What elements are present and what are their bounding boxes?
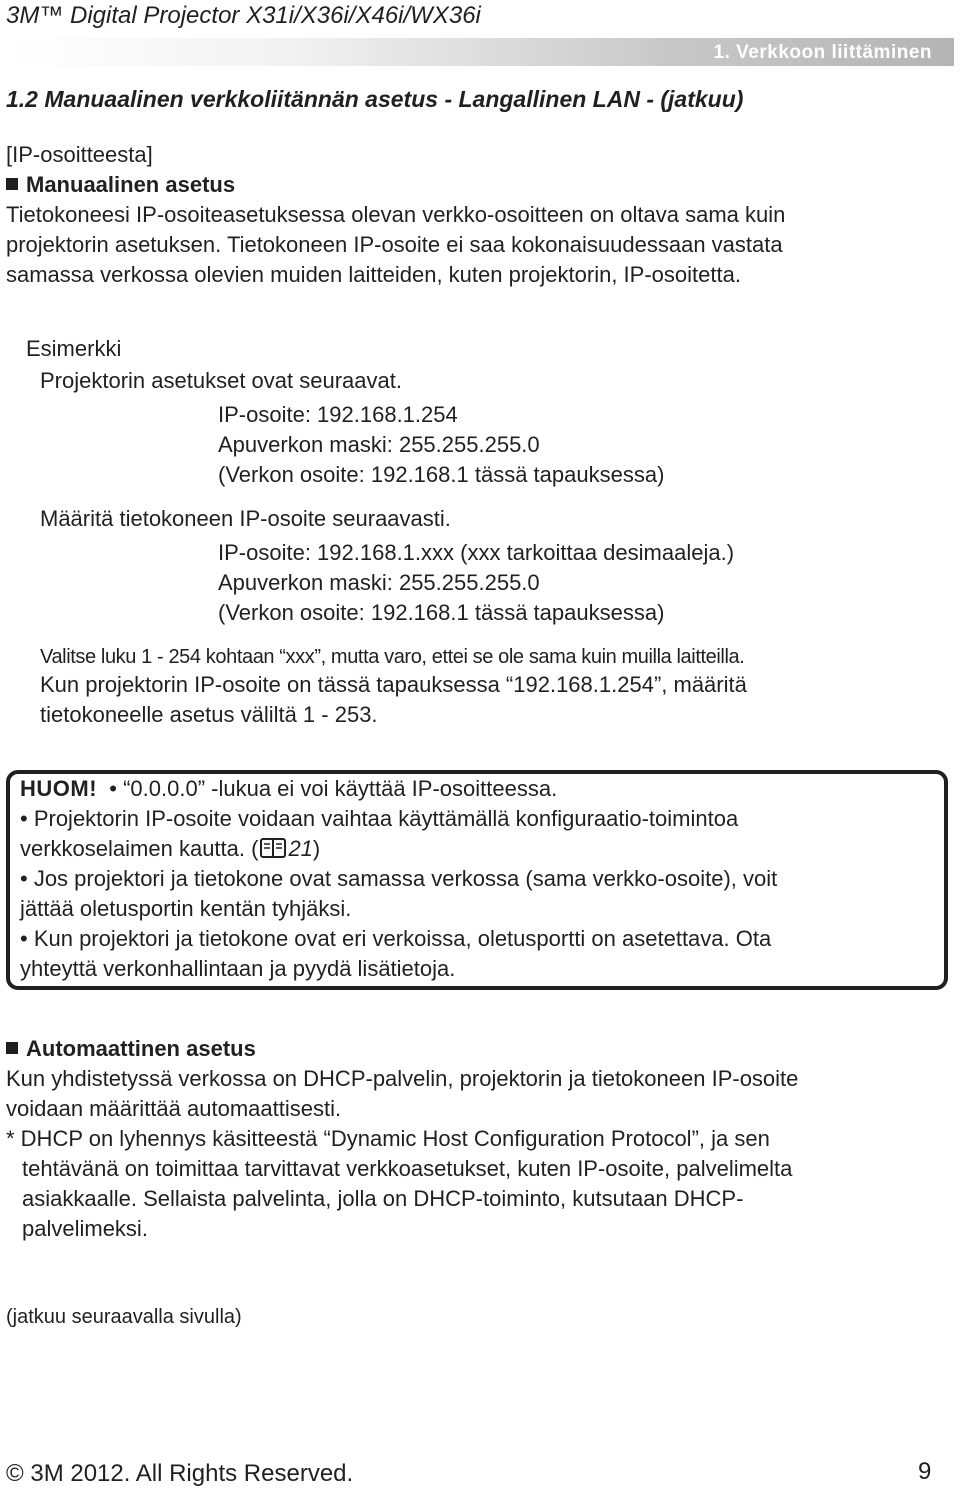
note-label: HUOM! — [20, 776, 98, 801]
note-text: ) — [312, 836, 321, 861]
section-tab-label: 1. Verkkoon liittäminen — [713, 42, 932, 63]
pc-settings-intro: Määritä tietokoneen IP-osoite seuraavasti. — [40, 506, 451, 531]
note-line: • Kun projektori ja tietokone ovat eri verkoissa, oletusportti on asetettava. Ota — [20, 926, 772, 951]
square-bullet-icon — [6, 178, 18, 190]
pc-setting-line: Apuverkon maski: 255.255.255.0 — [218, 570, 540, 595]
footer-copyright: © 3M 2012. All Rights Reserved. — [6, 1460, 354, 1487]
kun-line: Kun projektorin IP-osoite on tässä tapauksessa “192.168.1.254”, määritä — [40, 672, 747, 697]
note-text: • “0.0.0.0” -lukua ei voi käyttää IP-osoitteessa. — [109, 776, 558, 801]
pc-setting-line: IP-osoite: 192.168.1.xxx (xxx tarkoittaa desimaaleja.) — [218, 540, 735, 565]
note-line — [20, 834, 320, 864]
auto-paragraph-line: * DHCP on lyhennys käsitteestä “Dynamic Host Configuration Protocol”, ja sen — [6, 1126, 770, 1151]
ip-paragraph-line: projektorin asetuksen. Tietokoneen IP-osoite ei saa kokonaisuudessaan vastata — [6, 232, 783, 257]
auto-paragraph-line: palvelimeksi. — [22, 1216, 148, 1241]
book-reference-icon — [260, 837, 286, 859]
document-title: 3M™ Digital Projector X31i/X36i/X46i/WX36i — [6, 2, 481, 29]
auto-paragraph-line: voidaan määrittää automaattisesti. — [6, 1096, 342, 1121]
ip-paragraph-line: samassa verkossa olevien muiden laitteiden, kuten projektorin, IP-osoitetta. — [6, 262, 741, 287]
auto-paragraph-line: Kun yhdistetyssä verkossa on DHCP-palvelin, projektorin ja tietokoneen IP-osoite — [6, 1066, 799, 1091]
page-reference-link[interactable]: 21 — [288, 836, 313, 861]
projector-settings-intro: Projektorin asetukset ovat seuraavat. — [40, 368, 402, 393]
ip-paragraph-line: Tietokoneesi IP-osoiteasetuksessa olevan verkko-osoitteen on oltava sama kuin — [6, 202, 786, 227]
projector-setting-line: Apuverkon maski: 255.255.255.0 — [218, 432, 540, 457]
note-line: • Projektorin IP-osoite voidaan vaihtaa käyttämällä konfiguraatio-toimintoa — [20, 806, 739, 831]
example-label: Esimerkki — [26, 336, 122, 361]
pc-setting-line: (Verkon osoite: 192.168.1 tässä tapauksessa) — [218, 600, 665, 625]
page-number: 9 — [918, 1458, 932, 1485]
kun-line: tietokoneelle asetus väliltä 1 - 253. — [40, 702, 378, 727]
projector-setting-line: IP-osoite: 192.168.1.254 — [218, 402, 458, 427]
note-text: verkkoselaimen kautta. ( — [20, 836, 259, 861]
projector-setting-line: (Verkon osoite: 192.168.1 tässä tapauksessa) — [218, 462, 665, 487]
auto-paragraph-line: tehtävänä on toimittaa tarvittavat verkkoasetukset, kuten IP-osoite, palvelimelta — [22, 1156, 793, 1181]
manual-setting-title — [6, 170, 235, 200]
note-line: jättää oletusportin kentän tyhjäksi. — [20, 896, 352, 921]
automatic-setting-label: Automaattinen asetus — [26, 1036, 256, 1061]
square-bullet-icon — [6, 1042, 18, 1054]
continued-note: (jatkuu seuraavalla sivulla) — [6, 1306, 242, 1328]
note-line: • Jos projektori ja tietokone ovat samassa verkossa (sama verkko-osoite), voit — [20, 866, 778, 891]
automatic-setting-title — [6, 1034, 256, 1064]
auto-paragraph-line: asiakkaalle. Sellaista palvelinta, jolla on DHCP-toiminto, kutsutaan DHCP- — [22, 1186, 744, 1211]
note-line — [20, 774, 557, 804]
note-line: yhteyttä verkonhallintaan ja pyydä lisätietoja. — [20, 956, 456, 981]
ip-section-title: [IP-osoitteesta] — [6, 142, 153, 167]
choose-number-line: Valitse luku 1 - 254 kohtaan “xxx”, mutta varo, ettei se ole sama kuin muilla laitteilla. — [40, 646, 745, 668]
page-heading: 1.2 Manuaalinen verkkoliitännän asetus - Langallinen LAN - (jatkuu) — [6, 86, 744, 112]
manual-setting-label: Manuaalinen asetus — [26, 172, 236, 197]
